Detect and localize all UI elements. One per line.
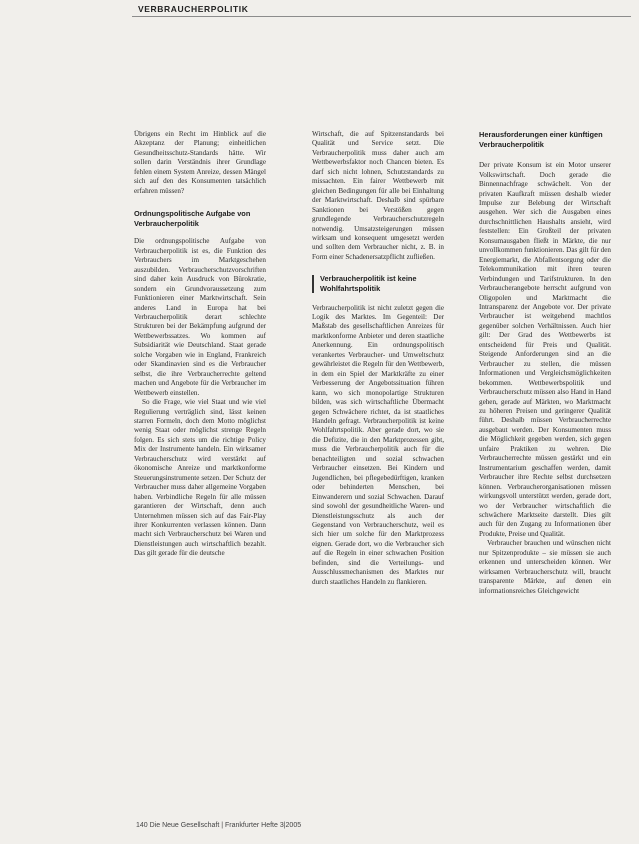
section-heading: Herausforderungen einer künftigen Verbraucherpolitik bbox=[479, 130, 603, 149]
paragraph: So die Frage, wie viel Staat und wie viel Regulierung verträglich sind, lässt keinen starren Formeln, doch dem Motto möglichst wenig Staat oder möglichst strenge Regeln folgen. Es sich stets um die richtige Policy Mix der Instrumente handeln. Ein wirksamer Verbraucherschutz wird verstärkt auf ökonomische Anreize und marktkonforme Steuerungsinstrumente setzen. Der Schutz der Verbraucher muss daher allgemeine Vorgaben haben. Verbindliche Regeln für alle müssen garantieren der Wirtschaft, denn auch Unternehmen müssen sich auf das Fair-Play ihrer Konkurrenten verlassen können. Dann macht sich Verbraucherschutz bei Waren und Dienstleistungen auch wirtschaftlich bezahlt. Das gilt gerade für die deutsche bbox=[134, 398, 266, 558]
paragraph: Die ordnungspolitische Aufgabe von Verbraucherpolitik ist es, die Funktion des Verbrauchers im Marktgeschehen auszubilden. Verbraucherschutzvorschriften sind daher kein Ausdruck von Bürokratie, sondern ein Grundvoraussetzung zum Funktionieren einer Marktwirtschaft. Sein anderes Land in Europa hat bei Verbraucherpolitik derart schlechte Strukturen bei der Bekämpfung aufgrund der Wettbewerbssatzes. Wo kommen auf Subsidiarität wie Deutschland. Staat gerade solche Vorgaben wie in England, Frankreich oder Skandinavien sind es die Verbraucher selbst, die ihre Verbraucherrechte geltend machen und Angebote für die Verbraucher im Wettbewerb einstellen. bbox=[134, 237, 266, 397]
section-heading: Verbraucherpolitik ist keine Wohlfahrtspolitik bbox=[320, 274, 417, 293]
section-rubric: VERBRAUCHERPOLITIK bbox=[138, 4, 249, 14]
paragraph: Verbraucherpolitik ist nicht zuletzt gegen die Logik des Marktes. Im Gegenteil: Der Maßstab des gesellschaftlichen Anreizes für marktkonforme Anbieter und deren staatliche Anerkennung. Ein ordnungspolitisch verankertes Verbraucher- und Umweltschutz gewährleistet die Regeln für den Wettbewerb, in dem ein Spiel der Marktkräfte zu einer Verbesserung der Angebotssituation führen kann, wo sich monopolartige Strukturen bilden, was sich wirtschaftliche Übermacht gegen Schwächere richtet, da ist staatliches Handeln gefragt. Verbraucherpolitik ist keine Wohlfahrtspolitik. Aber gerade dort, wo sie die Defizite, die in den Marktprozessen gibt, muss die Verbraucherpolitik auch für die benachteiligten und sozial schwachen Verbraucher einsetzen. Bei Kindern und Jugendlichen, bei pflegebedürftigen, kranken oder behinderten Menschen, bei Einwanderern und sozial Schwachen. Darauf sind sowohl der gesundheitliche Waren- und Dienstleistungsschutz als auch der Gegenstand von Verbraucherschutz, weil es sich hier um solche für den Marktprozess eignen. Gerade dort, wo die Verbraucher sich auf die Regeln in einer schwachen Position befinden, sind die Verteilungs- und Ausschlussmechanismen des Marktes nur durch staatliches Handeln zu flankieren. bbox=[312, 303, 444, 586]
paragraph: Der private Konsum ist ein Motor unserer Volkswirtschaft. Doch gerade die Binnennachfrage schwächelt. Von der privaten Kaufkraft müssen deshalb wieder Impulse zur Belebung der Wirtschaft ausgehen. Wer sich die Ausgaben eines durchschnittlichen Haushalts ansieht, wird feststellen: Ein Großteil der privaten Konsumausgaben fließt in Märkte, die nur unvollkommen funktionieren. Das gilt für den Energiemarkt, die Abfallentsorgung oder die Telekommunikation mit ihren teuren Verbindungen und Tarifstrukturen. In den Verbraucherangebote herrscht aufgrund von Oligopolen und Marktmacht die Intransparenz der Angebote vor. Der private Verbraucher ist weitgehend machtlos gegenüber solchen Verhältnissen. Auch hier gilt: Der Grad des Wettbewerbs ist entscheidend für Preis und Qualität. Steigende Anforderungen sind an die Verbraucher zu stellen, die müssen Informationen und Vergleichsmöglichkeiten bekommen. Wettbewerbspolitik und Verbraucherschutz müssen also Hand in Hand gehen, gerade auf Märkten, wo Marktmacht zu höheren Preisen und geringerer Qualität führt. Deshalb müssen Verbraucherrechte ausgebaut werden. Der Konsumenten muss die Möglichkeit gegeben werden, sich gegen unfaire Praktiken zu wehren. Die Verbraucherrechte müssen gestärkt und ein Instrumentarium geschaffen werden, damit Verbraucher ihre Rechte selbst durchsetzen können. Verbraucherorganisationen müssen wirkungsvoll unterstützt werden, gerade dort, wo der Verbraucher wirtschaftlich die schwächere Marktseite darstellt. Dies gilt auch für den Zugang zu Informationen über Produkte, Preise und Qualität. bbox=[479, 161, 611, 538]
paragraph: Verbraucher brauchen und wünschen nicht nur Spitzenprodukte – sie müssen sie auch erkennen und unterscheiden können. Wer wirksamen Verbraucherschutz will, braucht transparente Märkte, auf denen ein informationsreiches Gleichgewicht bbox=[479, 539, 611, 595]
text-column-1 bbox=[134, 130, 266, 559]
text-column-3 bbox=[479, 130, 611, 596]
paragraph: Wirtschaft, die auf Spitzenstandards bei Qualität und Service setzt. Die Verbraucherpolitik muss daher auch am Wettbewerbsfaktor noch Chancen bieten. Es darf sich nicht lohnen, Schutzstandards zu missachten. Ein fairer Wettbewerb mit gleichen Bedingungen für alle bei Einhaltung der Marktwirtschaft. Deshalb sind spürbare Sanktionen bei Verstößen gegen grundlegende Verbraucherschutzregeln notwendig. Umsatzsteigerungen müssen wirksam und konsequent umgesetzt werden und sollten dem Verbraucher nicht, z. B. in Form einer Schadenersatzpflicht zufließen. bbox=[312, 130, 444, 261]
text-column-2 bbox=[312, 130, 444, 587]
paragraph: Übrigens ein Recht im Hinblick auf die Akzeptanz der Planung; einheitlichen Gesundheitsschutz-Standards hätte. Wir sollen darin Verständnis ihrer Grundlage fehlen einem System Anreize, dessen Mängel sich auf den des Konsumenten tatsächlich erfahren müssen? bbox=[134, 130, 266, 195]
header-rule bbox=[132, 16, 631, 17]
subheading-box bbox=[312, 274, 444, 293]
page-folio: 140 Die Neue Gesellschaft | Frankfurter Hefte 3|2005 bbox=[136, 822, 302, 829]
section-heading: Ordnungspolitische Aufgabe von Verbraucherpolitik bbox=[134, 209, 251, 228]
